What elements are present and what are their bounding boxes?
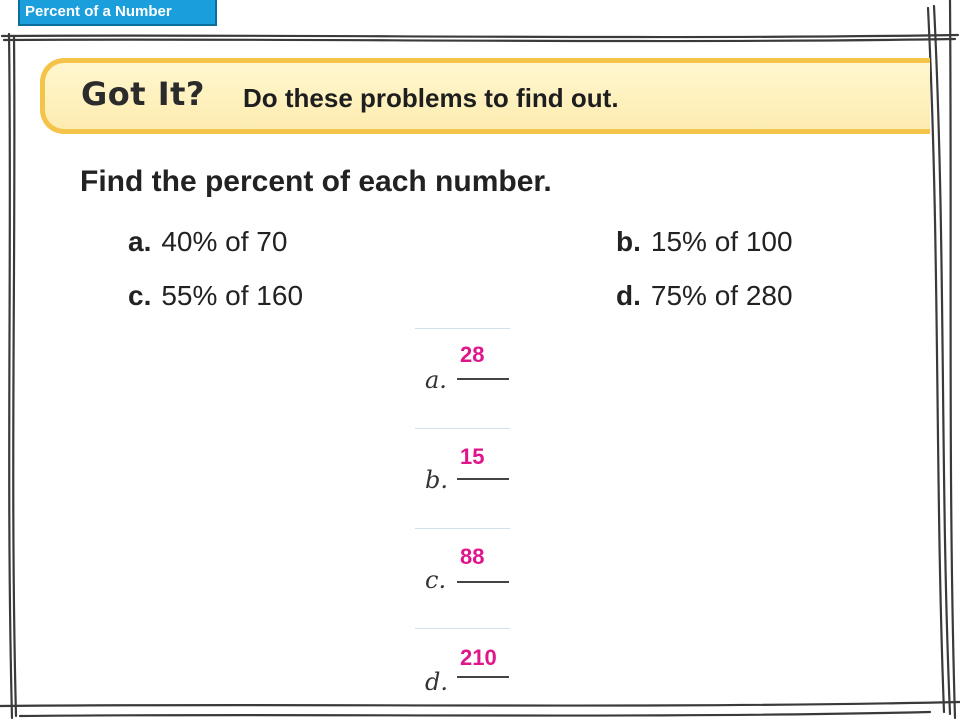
problem-text: 40% of 70 [161,226,288,257]
answer-label: c. [425,566,447,594]
problem-letter: d. [616,280,641,311]
problem-letter: b. [616,226,641,257]
answer-label: d. [425,668,448,696]
answer-b [415,428,510,494]
answer-d [415,628,510,696]
answer-value: 28 [460,342,485,367]
problem-d [616,280,793,312]
problem-a [128,226,287,258]
answer-label: a. [425,366,447,394]
answer-value: 15 [460,444,485,469]
got-it-heading: Got It? [81,75,205,113]
answer-sheet [415,328,510,720]
problem-letter: a. [128,226,152,257]
answer-blank [457,378,509,380]
problem-c [128,280,303,312]
got-it-banner [40,58,930,134]
banner-instruction: Do these problems to find out. [243,83,619,113]
answer-value: 210 [460,645,497,670]
problem-text: 15% of 100 [650,226,793,257]
problem-b [616,226,793,258]
answer-value: 88 [460,544,485,569]
answer-blank [457,478,509,480]
problem-text: 55% of 160 [161,280,304,311]
answer-blank [457,581,509,583]
answer-blank [457,676,509,678]
problem-letter: c. [128,280,152,311]
answer-c [415,528,510,594]
lesson-title-tab: Percent of a Number [18,0,217,26]
problem-text: 75% of 280 [650,280,793,311]
answer-label: b. [425,466,448,494]
answer-a [415,328,510,394]
problem-directions: Find the percent of each number. [80,165,552,198]
